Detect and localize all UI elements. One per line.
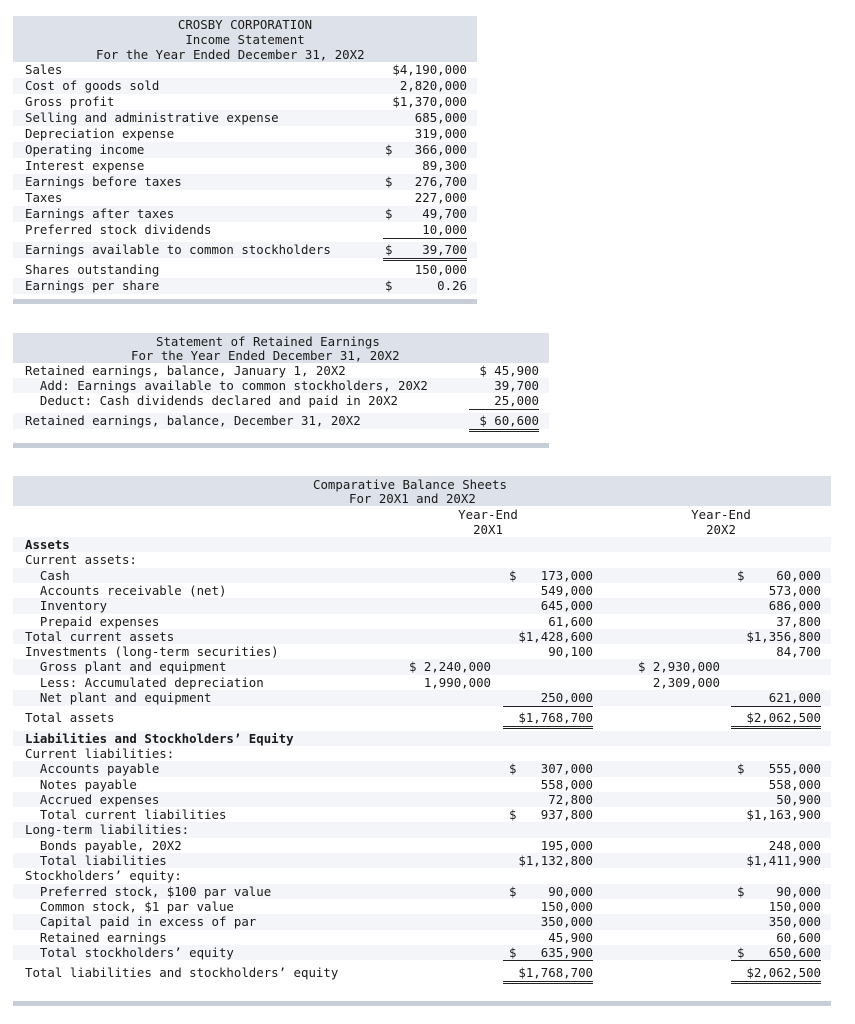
- balance-row-label: Accounts receivable (net): [25, 582, 227, 598]
- income-row-label: Earnings per share: [25, 278, 160, 293]
- income-row-label: Taxes: [25, 190, 63, 205]
- retained-row: [13, 378, 549, 394]
- income-row-value: 2,820,000: [383, 78, 467, 95]
- balance-row: [13, 822, 831, 838]
- balance-row-currency-20x2: $: [737, 761, 745, 777]
- balance-row-label: Bonds payable, 20X2: [25, 837, 182, 853]
- balance-row-label: Stockholders’ equity:: [25, 868, 182, 884]
- balance-row-value-20x2: 686,000: [768, 598, 821, 614]
- balance-row-value-20x1: 150,000: [540, 898, 593, 914]
- retained-row-value: $ 60,600: [469, 413, 539, 432]
- balance-row: [13, 914, 831, 930]
- balance-row: [13, 746, 831, 762]
- balance-row-value-20x2: $2,062,500: [731, 710, 821, 729]
- balance-row-label: Retained earnings: [25, 929, 167, 945]
- income-row: [13, 94, 477, 110]
- balance-row-value-20x2: 60,600: [731, 930, 821, 947]
- income-row: [13, 110, 477, 126]
- balance-row-plant-20x1: $ 2,240,000: [408, 659, 491, 675]
- balance-row-currency-20x2: $: [737, 567, 745, 583]
- income-row-label: Operating income: [25, 142, 145, 157]
- income-row-currency: $: [385, 242, 393, 257]
- col1-year: 20X1: [473, 522, 503, 537]
- balance-row-value-20x1: 635,900: [503, 945, 593, 962]
- balance-row: [13, 899, 831, 915]
- income-row-label: Selling and administrative expense: [25, 110, 279, 125]
- balance-row-value-20x2: 621,000: [731, 690, 821, 707]
- balance-row: [13, 761, 831, 777]
- retained-earnings-statement: [13, 333, 549, 451]
- income-row-label: Shares outstanding: [25, 262, 160, 277]
- income-row-value: $4,190,000: [392, 62, 467, 77]
- balance-row-label: Current assets:: [25, 552, 137, 568]
- retained-row-value: $ 45,900: [479, 363, 539, 378]
- balance-row-value-20x2: 555,000: [768, 761, 821, 777]
- income-row-value: 0.26: [437, 278, 467, 293]
- balance-row: [13, 690, 831, 706]
- balance-row-value-20x1: $1,768,700: [503, 710, 593, 729]
- balance-row-label: Long-term liabilities:: [25, 822, 190, 838]
- balance-row-value-20x1: 937,800: [540, 807, 593, 823]
- balance-row-value-20x1: $1,132,800: [518, 853, 593, 868]
- balance-row-label: Total liabilities: [25, 853, 167, 868]
- income-row-label: Gross profit: [25, 94, 115, 109]
- balance-row-label: Total liabilities and stockholders’ equity: [25, 965, 339, 981]
- balance-row-label: Accounts payable: [25, 761, 160, 777]
- balance-row: [13, 853, 831, 869]
- income-row-label: Earnings before taxes: [25, 174, 182, 189]
- income-row-label: Sales: [25, 62, 63, 77]
- balance-bottom-rule: [13, 1001, 831, 1006]
- balance-row-value-20x2: 84,700: [776, 644, 821, 660]
- balance-row: [13, 537, 831, 553]
- income-row: [13, 206, 477, 222]
- balance-row-currency-20x1: $: [509, 883, 517, 899]
- income-row-value: 276,700: [414, 174, 467, 189]
- balance-row-label: Inventory: [25, 598, 108, 614]
- balance-row-currency-20x2: $: [737, 883, 745, 899]
- balance-row-value-20x1: 549,000: [540, 582, 593, 598]
- balance-row-currency-20x1: $: [509, 567, 517, 583]
- income-row-value: 89,300: [383, 158, 467, 175]
- income-subtitle: Income Statement: [185, 32, 305, 47]
- income-row-label: Earnings after taxes: [25, 206, 175, 221]
- income-row-label: Interest expense: [25, 158, 145, 173]
- balance-row: [13, 965, 831, 981]
- balance-row: [13, 930, 831, 946]
- income-row-value: 39,700: [383, 242, 467, 261]
- income-row: [13, 62, 477, 78]
- income-period: For the Year Ended December 31, 20X2: [96, 47, 365, 62]
- retained-period: For the Year Ended December 31, 20X2: [131, 348, 400, 363]
- balance-row-label: Gross plant and equipment: [25, 659, 227, 675]
- balance-row-value-20x1: 90,100: [548, 644, 593, 660]
- balance-row-value-20x2: 248,000: [731, 838, 821, 855]
- balance-row: [13, 868, 831, 884]
- balance-row-value-20x1: 90,000: [548, 883, 593, 899]
- income-row-label: Earnings available to common stockholders: [25, 242, 331, 257]
- balance-row-plant-20x1: 1,990,000: [401, 675, 491, 692]
- balance-row-value-20x1: 72,800: [503, 792, 593, 809]
- retained-row: [13, 413, 549, 429]
- col1-heading: Year-End: [458, 507, 518, 522]
- balance-row-label: Capital paid in excess of par: [25, 914, 257, 930]
- balance-row: [13, 945, 831, 961]
- balance-row: [13, 884, 831, 900]
- retained-row-label: Retained earnings, balance, December 31, 20X2: [25, 413, 361, 428]
- balance-row-label: Total stockholders’ equity: [25, 944, 234, 960]
- balance-row-label: Preferred stock, $100 par value: [25, 883, 272, 899]
- income-row-currency: $: [385, 278, 393, 293]
- balance-row-value-20x2: 150,000: [768, 898, 821, 914]
- balance-row-label: Common stock, $1 par value: [25, 898, 234, 914]
- retained-row-label: Add: Earnings available to common stockholders, 20X2: [25, 378, 428, 393]
- income-row: [13, 190, 477, 206]
- balance-row-value-20x1: 307,000: [540, 761, 593, 777]
- balance-row: [13, 710, 831, 726]
- balance-row: [13, 659, 831, 675]
- balance-row-value-20x1: 645,000: [540, 598, 593, 614]
- balance-row-plant-20x2: $ 2,930,000: [637, 659, 720, 675]
- balance-row-value-20x2: $2,062,500: [731, 965, 821, 984]
- income-row-currency: $: [385, 174, 393, 189]
- balance-row: [13, 614, 831, 630]
- balance-row-value-20x1: 250,000: [503, 690, 593, 707]
- income-row-value: $1,370,000: [392, 94, 467, 109]
- income-row-currency: $: [385, 206, 393, 221]
- balance-row-value-20x1: 45,900: [503, 930, 593, 947]
- comparative-balance-sheets: [13, 476, 831, 1010]
- balance-row: [13, 552, 831, 568]
- balance-row-label: Investments (long-term securities): [25, 644, 279, 660]
- income-row: [13, 174, 477, 190]
- balance-row-value-20x2: $1,411,900: [746, 853, 821, 868]
- retained-row-value: 39,700: [494, 378, 539, 393]
- income-row-label: Depreciation expense: [25, 126, 175, 141]
- balance-title: Comparative Balance Sheets: [313, 477, 507, 492]
- retained-row-label: Deduct: Cash dividends declared and paid in 20X2: [25, 393, 398, 408]
- retained-row-label: Retained earnings, balance, January 1, 20X2: [25, 363, 346, 378]
- balance-row: [13, 731, 831, 747]
- balance-row-currency-20x2: $: [737, 944, 745, 960]
- income-row-label: Preferred stock dividends: [25, 222, 212, 237]
- income-row-label: Cost of goods sold: [25, 78, 160, 93]
- balance-row-label: Notes payable: [25, 776, 137, 792]
- income-row-value: 150,000: [414, 262, 467, 277]
- income-row-currency: $: [385, 142, 393, 157]
- balance-row: [13, 838, 831, 854]
- balance-row: [13, 598, 831, 614]
- balance-row-label: Total assets: [25, 710, 115, 726]
- income-row: [13, 242, 477, 258]
- balance-row-value-20x1: 558,000: [540, 776, 593, 792]
- balance-row-value-20x2: 50,900: [731, 792, 821, 809]
- balance-row-value-20x1: 350,000: [540, 914, 593, 930]
- income-row: [13, 278, 477, 294]
- balance-row-label: Liabilities and Stockholders’ Equity: [25, 730, 294, 746]
- balance-row-value-20x2: 350,000: [768, 914, 821, 930]
- balance-row-value-20x2: 558,000: [768, 776, 821, 792]
- balance-row-label: Assets: [25, 537, 70, 552]
- income-row: [13, 126, 477, 142]
- balance-row-currency-20x1: $: [509, 807, 517, 823]
- income-row-value: 49,700: [422, 206, 467, 221]
- balance-row: [13, 629, 831, 645]
- retained-title: Statement of Retained Earnings: [156, 334, 380, 349]
- balance-row-value-20x2: 90,000: [776, 883, 821, 899]
- balance-row-label: Cash: [25, 567, 70, 583]
- income-row: [13, 222, 477, 238]
- balance-row: [13, 807, 831, 823]
- balance-row-value-20x1: $1,768,700: [503, 965, 593, 984]
- balance-row-value-20x2: $1,163,900: [746, 807, 821, 823]
- col2-heading: Year-End: [691, 507, 751, 522]
- balance-row-label: Current liabilities:: [25, 745, 175, 761]
- balance-row: [13, 644, 831, 660]
- income-row-value: 319,000: [383, 126, 467, 143]
- balance-row-value-20x2: 573,000: [768, 582, 821, 598]
- income-row-value: 685,000: [414, 110, 467, 125]
- balance-row-value-20x1: 61,600: [503, 614, 593, 631]
- balance-row-value-20x1: $1,428,600: [518, 628, 593, 644]
- balance-row: [13, 675, 831, 691]
- income-row: [13, 142, 477, 158]
- balance-row-label: Total current liabilities: [25, 807, 227, 823]
- balance-row-value-20x1: 173,000: [540, 567, 593, 583]
- retained-bottom-rule: [13, 443, 549, 448]
- balance-row-currency-20x1: $: [509, 761, 517, 777]
- balance-period: For 20X1 and 20X2: [349, 491, 476, 506]
- balance-row: [13, 583, 831, 599]
- income-row-value: 227,000: [383, 190, 467, 207]
- balance-row: [13, 777, 831, 793]
- retained-row: [13, 363, 549, 379]
- balance-row-value-20x2: 37,800: [731, 614, 821, 631]
- balance-row: [13, 568, 831, 584]
- income-row: [13, 262, 477, 278]
- balance-row-label: Net plant and equipment: [25, 690, 212, 705]
- income-row-value: 10,000: [383, 222, 467, 239]
- income-row: [13, 158, 477, 174]
- income-row-value: 366,000: [414, 142, 467, 157]
- balance-row-currency-20x1: $: [509, 944, 517, 960]
- balance-row-value-20x2: 650,600: [731, 945, 821, 962]
- balance-row-label: Prepaid expenses: [25, 613, 160, 629]
- retained-row: [13, 393, 549, 409]
- balance-row-value-20x2: $1,356,800: [746, 628, 821, 644]
- income-row: [13, 78, 477, 94]
- col2-year: 20X2: [706, 522, 736, 537]
- income-bottom-rule: [13, 299, 477, 304]
- balance-row-value-20x2: 60,000: [776, 567, 821, 583]
- balance-row: [13, 792, 831, 808]
- balance-row-label: Accrued expenses: [25, 791, 160, 807]
- balance-row-label: Less: Accumulated depreciation: [25, 674, 264, 690]
- retained-row-value: 25,000: [469, 393, 539, 410]
- balance-row-value-20x1: 195,000: [503, 838, 593, 855]
- balance-row-label: Total current assets: [25, 628, 175, 644]
- income-statement: [13, 16, 477, 306]
- balance-row-plant-20x2: 2,309,000: [630, 675, 720, 692]
- income-title: CROSBY CORPORATION: [177, 17, 313, 32]
